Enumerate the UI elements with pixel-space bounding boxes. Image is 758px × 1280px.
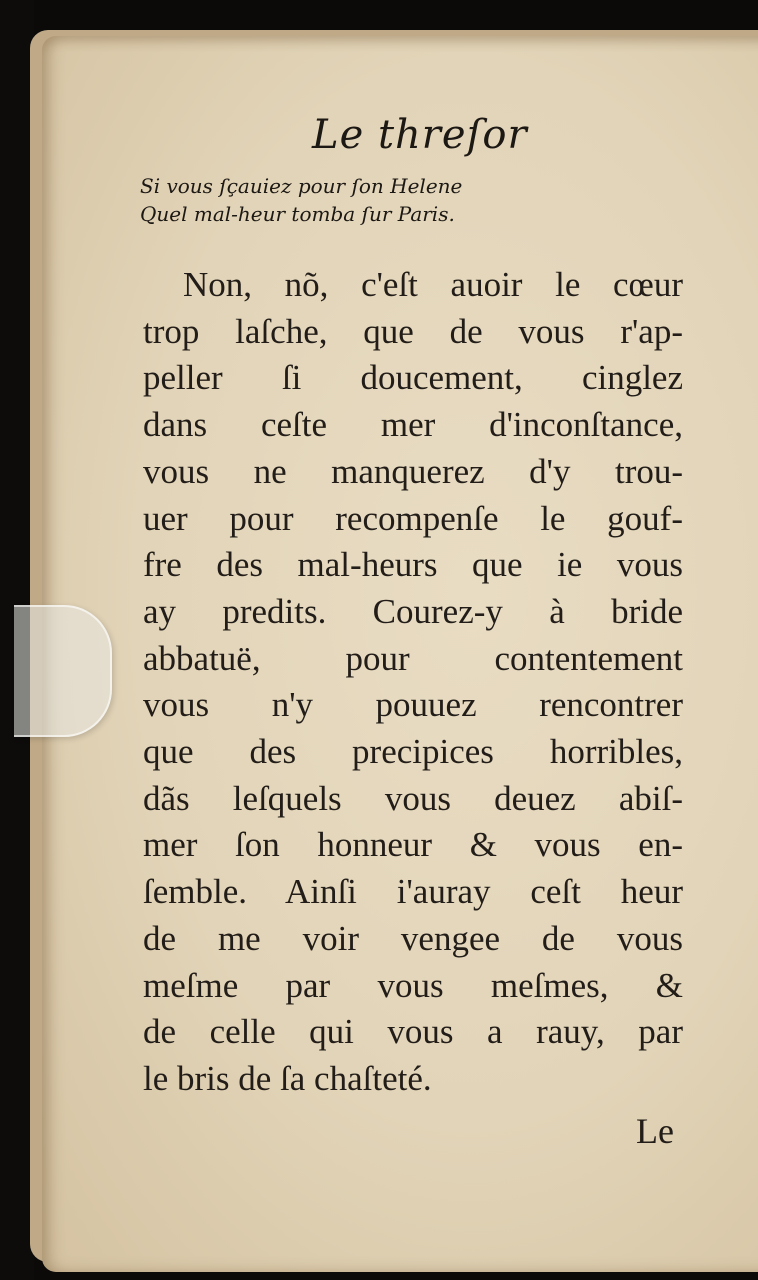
text-line: vous ne manquerez d'y trou- [143,451,683,491]
text-line: abbatuë, pour contentement [143,638,683,678]
text-line: de me voir vengee de vous [143,918,683,958]
text-line: dans ceſte mer d'inconſtance, [143,405,683,445]
text-line: Non, nõ, c'eſt auoir le cœur [183,265,683,304]
verse-epigraph [140,172,462,228]
text-line: peller ſi doucement, cinglez [143,358,683,398]
text-line: trop laſche, que de vous r'ap- [143,311,683,351]
text-line: de celle qui vous a rauy, par [143,1012,683,1052]
verse-line: Si vous ſçauiez pour ſon Helene [140,174,463,198]
text-line: que des precipices horribles, [143,732,683,772]
text-line: vous n'y pouuez rencontrer [143,685,683,725]
text-line: ay predits. Courez-y à bride [143,591,683,631]
text-line: fre des mal-heurs que ie vous [143,545,683,585]
text-line: le bris de ſa chaſteté. [143,1058,432,1098]
text-line: ſemble. Ainſi i'auray ceſt heur [143,872,683,912]
catchword: Le [636,1111,674,1151]
verse-line: Quel mal-heur tomba ſur Paris. [140,202,455,226]
text-line: mer ſon honneur & vous en- [143,825,683,865]
text-line: dãs leſquels vous deuez abiſ- [143,778,683,818]
text-line: uer pour recompenſe le gouf- [143,498,683,538]
text-line: meſme par vous meſmes, & [143,965,683,1005]
page-clip [14,605,112,737]
body-text [143,262,683,1103]
show-through-ink [145,118,156,158]
running-head: Le threſor [312,112,528,158]
